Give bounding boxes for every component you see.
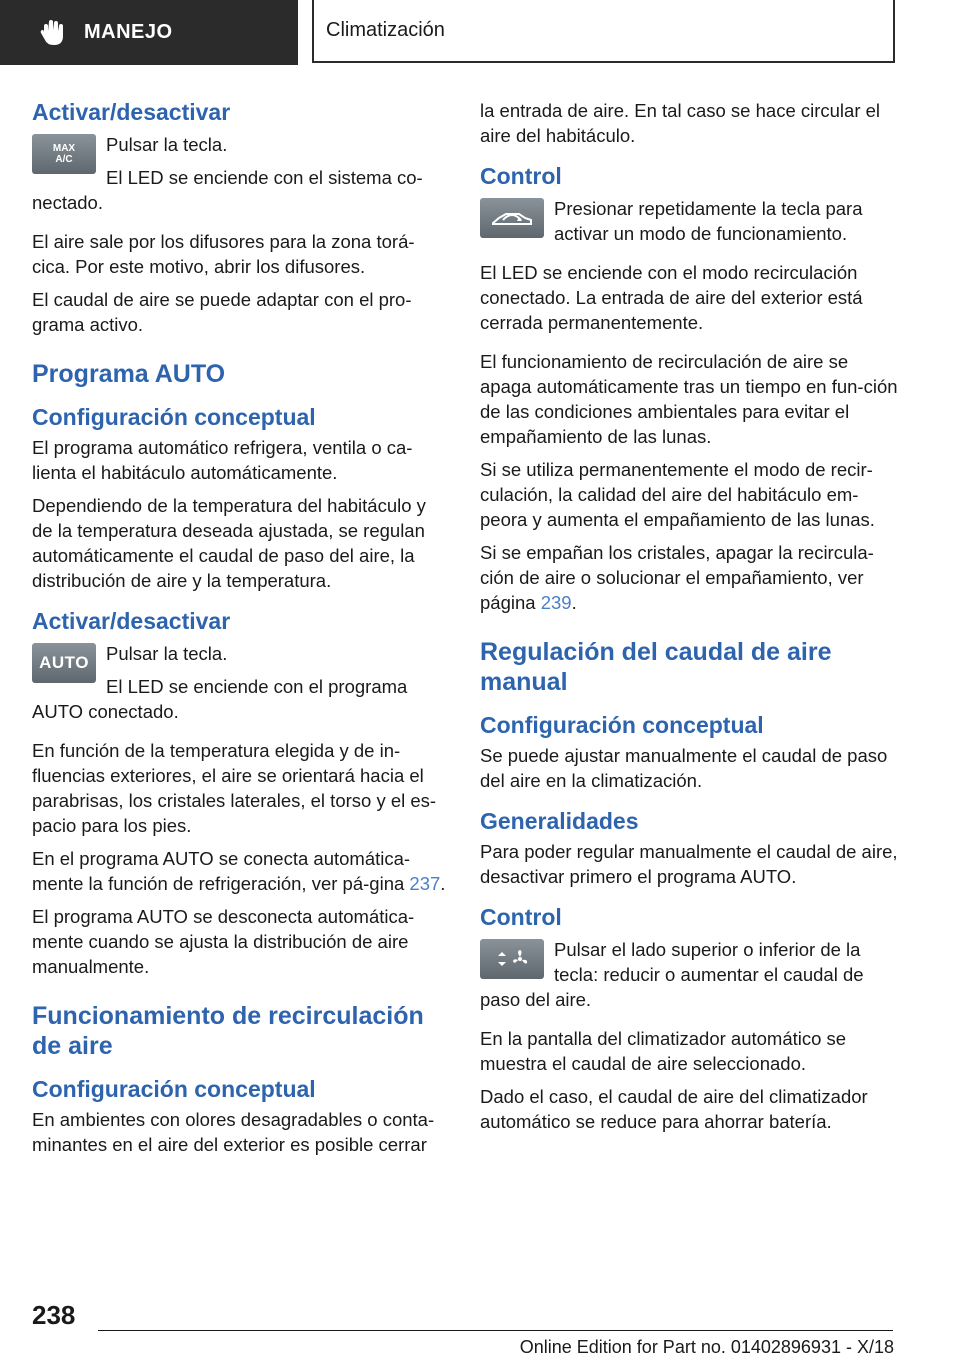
paragraph-caudal: El caudal de aire se puede adaptar con el pro-grama activo. — [32, 289, 412, 335]
max-ac-key-icon — [32, 134, 96, 174]
footer-edition: Online Edition for Part no. 01402896931 - X/18 — [519, 1337, 894, 1357]
heading-activar-desactivar-2: Activar/desactivar — [32, 608, 231, 634]
paragraph-presionar: Presionar repetidamente la tecla para activar un modo de funcionamiento. — [554, 198, 863, 244]
header-section-tab — [0, 0, 298, 65]
footer-divider — [98, 1330, 893, 1331]
right-column — [480, 98, 898, 1142]
header-section-label: MANEJO — [84, 21, 173, 43]
paragraph-manual: Se puede ajustar manualmente el caudal de paso del aire en la climatización. — [480, 745, 888, 791]
page-number: 238 — [32, 1300, 76, 1330]
paragraph-empanan-end: . — [571, 592, 577, 613]
paragraph-bateria: Dado el caso, el caudal de aire del climatizador automático se reduce para ahorrar batería. — [480, 1086, 868, 1132]
paragraph-pulsar-2: Pulsar la tecla. — [106, 643, 228, 664]
heading-control-2: Control — [480, 904, 562, 930]
fan-key-icon — [480, 939, 544, 979]
paragraph-ambientes: En ambientes con olores desagradables o conta-minantes en el aire del exterior es posible cerrar — [32, 1109, 435, 1155]
paragraph-funcion: En función de la temperatura elegida y de in-fluencias exteriores, el aire se orientará hacia el parabrisas, los cristales laterales, el torso y el es-pacio para los pies. — [32, 740, 437, 836]
heading-generalidades: Generalidades — [480, 808, 639, 834]
heading-regulacion: Regulación del caudal de aire manual — [480, 638, 832, 696]
key-block-fan — [480, 937, 898, 1026]
paragraph-permanente: Si se utiliza permanentemente el modo de recir-culación, la calidad del aire del habitáculo em-peora y aumenta el empañamiento de las lunas. — [480, 459, 875, 530]
paragraph-desconecta: El programa AUTO se desconecta automática-mente cuando se ajusta la distribución de aire manualmente. — [32, 906, 415, 977]
paragraph-entrada: la entrada de aire. En tal caso se hace circular el aire del habitáculo. — [480, 100, 881, 146]
heading-control-1: Control — [480, 163, 562, 189]
paragraph-refrigeracion-text: En el programa AUTO se conecta automática-mente la función de refrigeración, ver pá-gina — [32, 848, 411, 894]
hand-pointer-icon — [38, 18, 68, 48]
paragraph-refrigeracion-end: . — [440, 873, 446, 894]
key-block-recirculation — [480, 196, 898, 260]
paragraph-pulsar-1: Pulsar la tecla. — [106, 134, 228, 155]
key-block-max-ac — [32, 132, 450, 229]
heading-programa-auto: Programa AUTO — [32, 360, 226, 388]
max-ac-key-line1: MAX — [52, 143, 76, 154]
heading-configuracion-1: Configuración conceptual — [32, 404, 316, 430]
key-block-auto — [32, 641, 450, 738]
paragraph-pantalla: En la pantalla del climatizador automático se muestra el caudal de aire seleccionado. — [480, 1028, 847, 1074]
paragraph-auto-1: El programa automático refrigera, ventila o ca-lienta el habitáculo automáticamente. — [32, 437, 413, 483]
paragraph-led-1: El LED se enciende con el sistema co-nectado. — [32, 167, 423, 213]
heading-recirculacion: Funcionamiento de recirculación de aire — [32, 1002, 424, 1060]
auto-key-icon: AUTO — [32, 643, 96, 683]
heading-activar-desactivar-1: Activar/desactivar — [32, 99, 231, 125]
left-column — [32, 98, 450, 1165]
max-ac-key-line2: A/C — [55, 154, 73, 165]
header-topic-label: Climatización — [326, 19, 445, 41]
paragraph-generalidades: Para poder regular manualmente el caudal de aire, desactivar primero el programa AUTO. — [480, 841, 898, 887]
paragraph-empanan — [480, 540, 898, 615]
paragraph-lado: Pulsar el lado superior o inferior de la tecla: reducir o aumentar el caudal de paso del aire. — [480, 939, 864, 1010]
header-topic — [312, 0, 895, 63]
heading-configuracion-2: Configuración conceptual — [32, 1076, 316, 1102]
page-link-237[interactable]: 237 — [409, 873, 441, 894]
heading-configuracion-3: Configuración conceptual — [480, 712, 764, 738]
fan-speed-icon — [492, 947, 532, 971]
recirculation-key-icon — [480, 198, 544, 238]
page-link-239[interactable]: 239 — [540, 592, 572, 613]
paragraph-empanan-text: Si se empañan los cristales, apagar la recircula-ción de aire o solucionar el empañamiento, ver página — [480, 542, 874, 613]
paragraph-difusores: El aire sale por los difusores para la zona torá-cica. Por este motivo, abrir los difusores. — [32, 231, 415, 277]
paragraph-led-2: El LED se enciende con el programa AUTO conectado. — [32, 676, 408, 722]
paragraph-funcionamiento: El funcionamiento de recirculación de aire se apaga automáticamente tras un tiempo en fun-ción de las condiciones ambientales para evitar el empañamiento de las lunas. — [480, 351, 898, 447]
paragraph-auto-2: Dependiendo de la temperatura del habitáculo y de la temperatura deseada ajustada, se regulan automáticamente el caudal de paso del aire, la distribución de aire y la temperatura. — [32, 495, 426, 591]
car-recirculation-icon — [489, 206, 535, 230]
paragraph-refrigeracion — [32, 846, 450, 896]
paragraph-led-3: El LED se enciende con el modo recirculación conectado. La entrada de aire del exterior está cerrada permanentemente. — [480, 262, 863, 333]
